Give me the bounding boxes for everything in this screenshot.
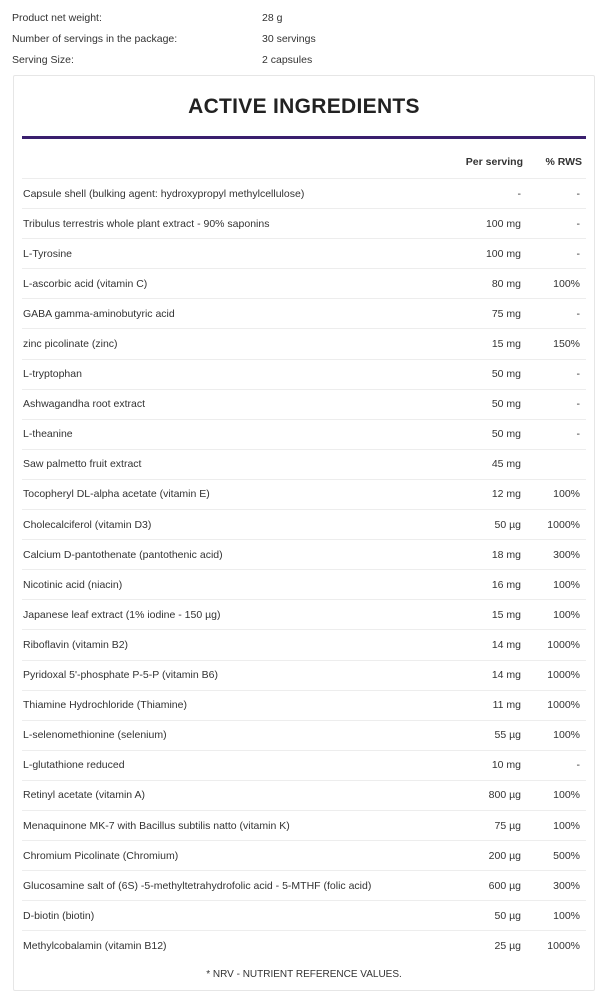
table-row xyxy=(22,540,586,570)
table-header xyxy=(22,139,586,179)
ingredient-rws: 100% xyxy=(553,608,580,621)
ingredient-per-serving: 18 mg xyxy=(491,548,521,561)
ingredient-rws: - xyxy=(576,217,580,230)
info-value: 28 g xyxy=(262,12,283,24)
ingredient-name: L-ascorbic acid (vitamin C) xyxy=(23,277,148,290)
table-row xyxy=(22,811,586,841)
table-row xyxy=(22,901,586,931)
table-row xyxy=(22,420,586,450)
header-rws: % RWS xyxy=(545,156,582,168)
ingredient-name: Ashwagandha root extract xyxy=(23,398,145,411)
ingredient-name: Glucosamine salt of (6S) -5-methyltetrahydrofolic acid - 5-MTHF (folic acid) xyxy=(23,879,372,892)
ingredient-per-serving: 50 mg xyxy=(491,398,521,411)
ingredient-name: Tocopheryl DL-alpha acetate (vitamin E) xyxy=(23,488,210,501)
ingredient-per-serving: 12 mg xyxy=(491,488,521,501)
ingredient-rws: 100% xyxy=(553,909,580,922)
table-row xyxy=(22,751,586,781)
table-row xyxy=(22,661,586,691)
ingredient-rws: 1000% xyxy=(547,669,580,682)
ingredient-per-serving: 50 µg xyxy=(494,909,521,922)
ingredient-rws: 100% xyxy=(553,578,580,591)
info-label: Product net weight: xyxy=(12,12,102,24)
section-title: ACTIVE INGREDIENTS xyxy=(188,95,420,118)
table-row xyxy=(22,841,586,871)
table-row xyxy=(22,630,586,660)
ingredient-per-serving: 15 mg xyxy=(491,338,521,351)
ingredient-name: Nicotinic acid (niacin) xyxy=(23,578,123,591)
ingredient-name: Thiamine Hydrochloride (Thiamine) xyxy=(23,699,187,712)
ingredient-rws: - xyxy=(576,307,580,320)
ingredient-name: Menaquinone MK-7 with Bacillus subtilis natto (vitamin K) xyxy=(23,819,290,832)
ingredient-name: GABA gamma-aminobutyric acid xyxy=(23,307,175,320)
ingredient-per-serving: 75 µg xyxy=(494,819,521,832)
ingredient-rws: 100% xyxy=(553,488,580,501)
table-row xyxy=(22,269,586,299)
ingredient-name: Capsule shell (bulking agent: hydroxypropyl methylcellulose) xyxy=(23,187,305,200)
header-per-serving: Per serving xyxy=(465,156,523,168)
table-row xyxy=(22,570,586,600)
ingredient-per-serving: 11 mg xyxy=(492,699,521,712)
footnote: * NRV - NUTRIENT REFERENCE VALUES. xyxy=(206,969,402,980)
table-row xyxy=(22,360,586,390)
ingredient-per-serving: 15 mg xyxy=(491,608,521,621)
ingredient-rws: - xyxy=(576,247,580,260)
info-value: 30 servings xyxy=(262,33,316,45)
ingredient-per-serving: 600 µg xyxy=(488,879,521,892)
table-row xyxy=(22,691,586,721)
table-row xyxy=(22,721,586,751)
ingredient-rws: 100% xyxy=(553,729,580,742)
ingredient-rws: 1000% xyxy=(547,518,580,531)
ingredient-per-serving: 100 mg xyxy=(485,247,521,260)
ingredient-name: D-biotin (biotin) xyxy=(23,909,95,922)
ingredient-rws: 1000% xyxy=(547,940,580,953)
table-row xyxy=(22,299,586,329)
ingredient-per-serving: 80 mg xyxy=(491,277,521,290)
ingredient-rws: 1000% xyxy=(547,638,580,651)
table-row xyxy=(22,179,586,209)
product-info xyxy=(12,10,587,73)
table-row xyxy=(22,329,586,359)
ingredient-per-serving: 100 mg xyxy=(485,217,521,230)
ingredient-per-serving: 50 mg xyxy=(491,368,521,381)
table-row xyxy=(22,450,586,480)
ingredient-name: L-theanine xyxy=(23,428,73,441)
ingredient-per-serving: 14 mg xyxy=(491,669,521,682)
ingredient-per-serving: 14 mg xyxy=(491,638,521,651)
ingredient-name: L-Tyrosine xyxy=(23,247,73,260)
ingredient-rws: 500% xyxy=(553,849,580,862)
table-row xyxy=(22,209,586,239)
table-row xyxy=(22,480,586,510)
table-row xyxy=(22,931,586,961)
ingredient-rws: 150% xyxy=(553,338,580,351)
ingredient-rws: - xyxy=(576,368,580,381)
ingredients-panel xyxy=(13,75,595,991)
ingredient-rws: 100% xyxy=(553,819,580,832)
info-label: Number of servings in the package: xyxy=(12,33,178,45)
ingredient-rws: 1000% xyxy=(547,699,580,712)
table-row xyxy=(22,781,586,811)
ingredient-per-serving: 16 mg xyxy=(491,578,521,591)
table-row xyxy=(22,239,586,269)
ingredient-name: Japanese leaf extract (1% iodine - 150 µg) xyxy=(23,608,221,621)
ingredient-rws: 300% xyxy=(553,879,580,892)
ingredient-name: Calcium D-pantothenate (pantothenic acid) xyxy=(23,548,223,561)
table-row xyxy=(22,510,586,540)
ingredient-name: L-selenomethionine (selenium) xyxy=(23,729,167,742)
ingredient-per-serving: 45 mg xyxy=(491,458,521,471)
ingredient-rws: - xyxy=(576,187,580,200)
ingredient-name: zinc picolinate (zinc) xyxy=(23,338,118,351)
ingredients-table xyxy=(22,139,586,961)
info-label: Serving Size: xyxy=(12,54,74,66)
ingredient-rws: - xyxy=(576,398,580,411)
ingredient-name: Pyridoxal 5'-phosphate P-5-P (vitamin B6) xyxy=(23,669,218,682)
ingredient-per-serving: 50 mg xyxy=(491,428,521,441)
ingredient-rws: 300% xyxy=(553,548,580,561)
ingredient-per-serving: 10 mg xyxy=(491,759,521,772)
ingredient-rws: 100% xyxy=(553,277,580,290)
table-row xyxy=(22,871,586,901)
table-body xyxy=(22,179,586,961)
ingredient-name: Methylcobalamin (vitamin B12) xyxy=(23,940,167,953)
ingredient-name: L-tryptophan xyxy=(23,368,82,381)
ingredient-name: Tribulus terrestris whole plant extract - 90% saponins xyxy=(23,217,270,230)
ingredient-name: Chromium Picolinate (Chromium) xyxy=(23,849,179,862)
ingredient-per-serving: 75 mg xyxy=(491,307,521,320)
ingredient-per-serving: 200 µg xyxy=(488,849,521,862)
ingredient-name: Retinyl acetate (vitamin A) xyxy=(23,789,145,802)
ingredient-rws: - xyxy=(576,759,580,772)
table-row xyxy=(22,390,586,420)
ingredient-per-serving: 25 µg xyxy=(494,940,521,953)
ingredient-name: Saw palmetto fruit extract xyxy=(23,458,142,471)
table-row xyxy=(22,600,586,630)
info-row-net-weight xyxy=(12,10,587,31)
info-value: 2 capsules xyxy=(262,54,313,66)
ingredient-name: Cholecalciferol (vitamin D3) xyxy=(23,518,152,531)
ingredient-rws: - xyxy=(576,428,580,441)
ingredient-name: L-glutathione reduced xyxy=(23,759,125,772)
ingredient-per-serving: 55 µg xyxy=(494,729,521,742)
info-row-servings xyxy=(12,31,587,52)
ingredient-rws: 100% xyxy=(553,789,580,802)
ingredient-per-serving: 800 µg xyxy=(488,789,521,802)
ingredient-per-serving: - xyxy=(517,187,521,200)
ingredient-name: Riboflavin (vitamin B2) xyxy=(23,638,129,651)
info-row-serving-size xyxy=(12,52,587,73)
ingredient-per-serving: 50 µg xyxy=(494,518,521,531)
